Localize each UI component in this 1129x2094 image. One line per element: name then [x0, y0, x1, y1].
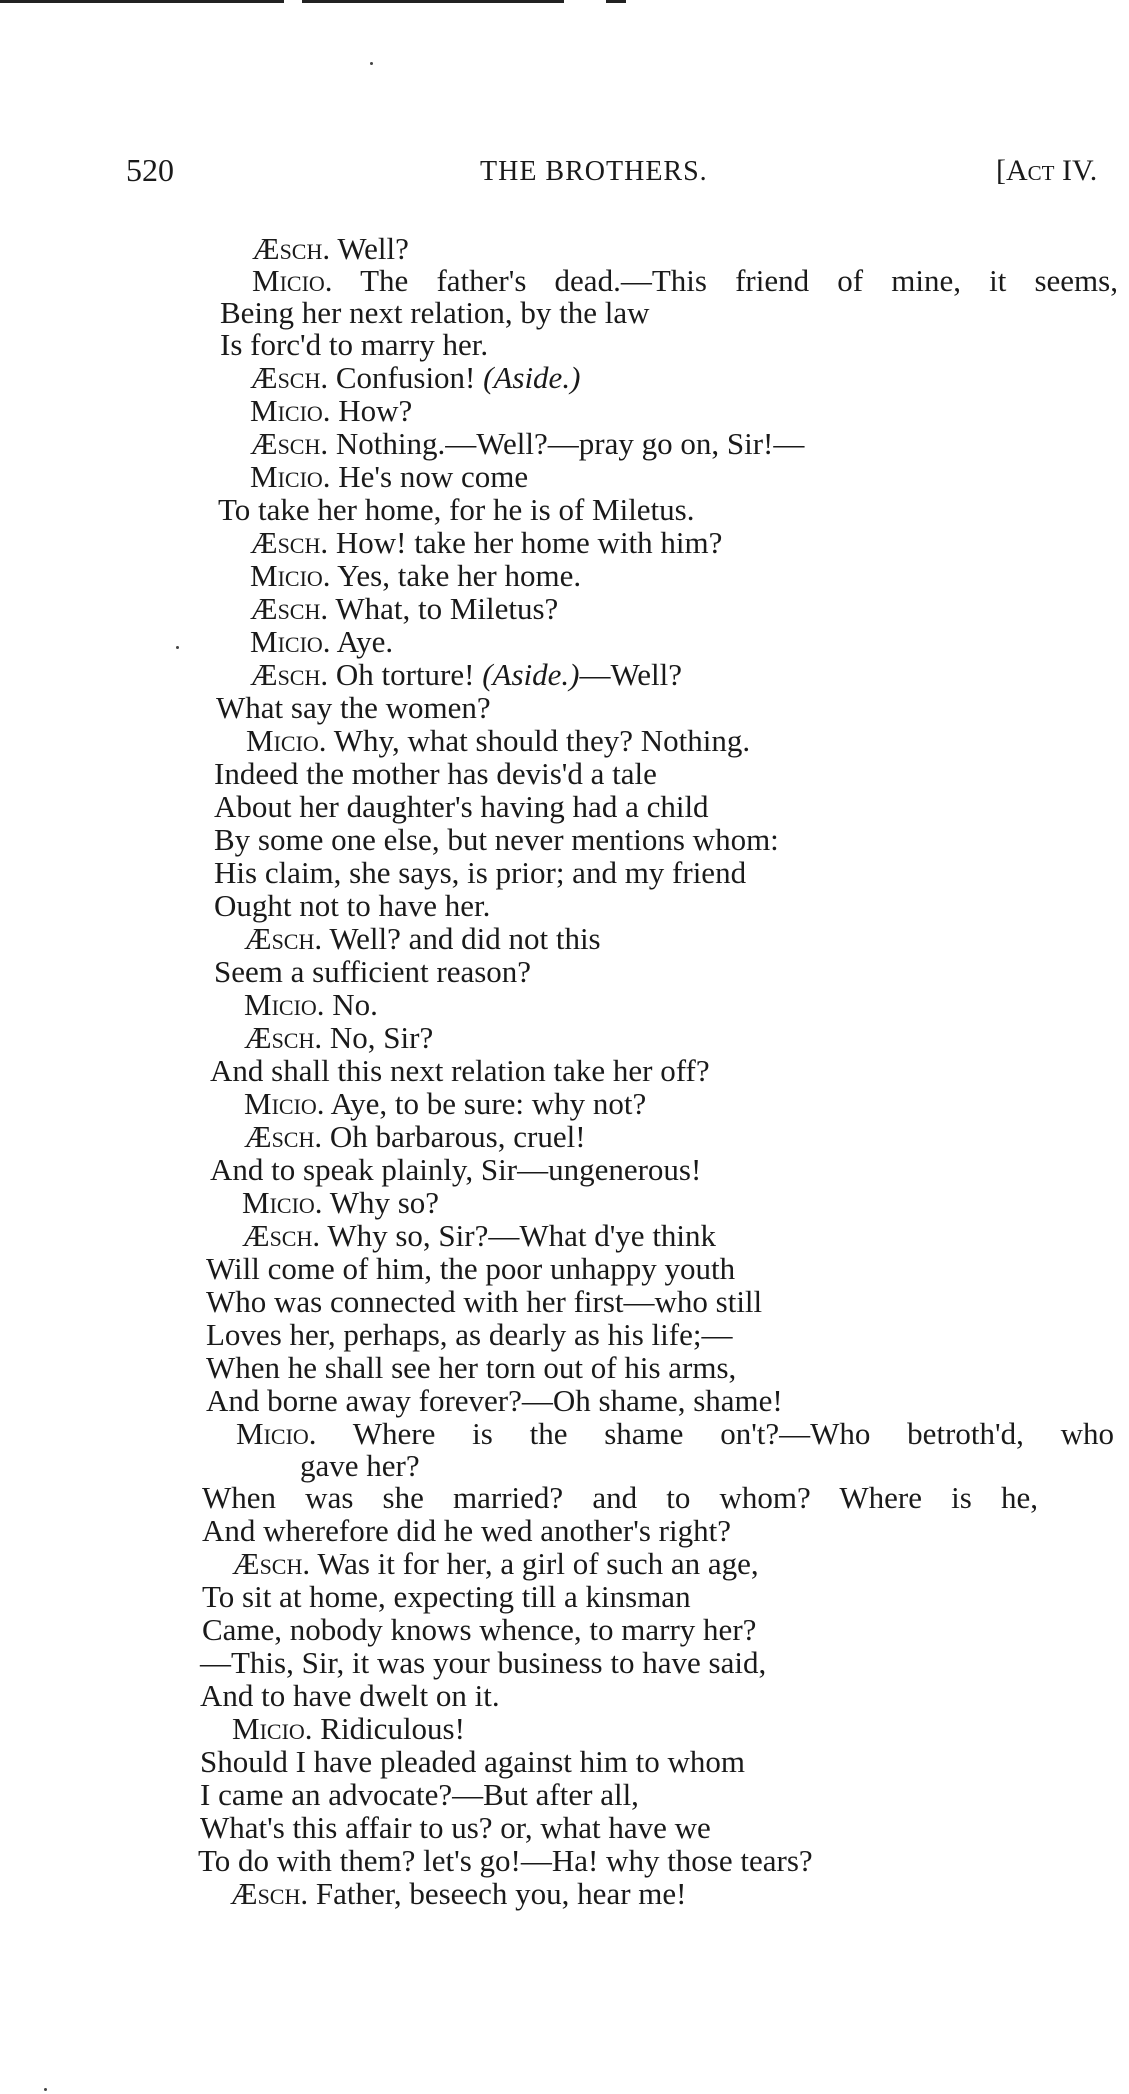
line-text: About her daughter's having had a child: [214, 789, 709, 824]
line-text: No, Sir?: [329, 1020, 434, 1055]
speaker-name: Æsch.: [250, 360, 329, 395]
verse-line: [230, 1877, 686, 1911]
speaker-name: Æsch.: [244, 1020, 323, 1055]
line-text: The father's dead.—This friend of mine, it seems,: [360, 263, 1118, 298]
verse-line: [244, 1087, 646, 1121]
line-text: Being her next relation, by the law: [220, 295, 650, 330]
speaker-name: Æsch.: [230, 1876, 309, 1911]
line-text: Why, what should they? Nothing.: [333, 723, 751, 758]
verse-line: [220, 296, 650, 330]
speaker-name: Æsch.: [244, 921, 323, 956]
line-text: Ridiculous!: [320, 1711, 465, 1746]
verse-line: [242, 1219, 716, 1253]
line-text: And shall this next relation take her off?: [210, 1053, 710, 1088]
line-text: —This, Sir, it was your business to have said,: [200, 1645, 767, 1680]
line-text: And wherefore did he wed another's right?: [202, 1513, 731, 1548]
verse-line: [210, 1153, 701, 1187]
top-rule: [606, 0, 626, 3]
line-text: What, to Miletus?: [335, 591, 559, 626]
verse-line: [232, 1547, 759, 1581]
verse-line: [250, 526, 722, 560]
verse-line: [214, 889, 490, 923]
running-title: THE BROTHERS.: [480, 156, 708, 187]
verse-line: [210, 1054, 710, 1088]
verse-line: [242, 1186, 439, 1220]
page-speck: [44, 2088, 47, 2091]
line-text: Nothing.—Well?—pray go on, Sir!—: [335, 426, 805, 461]
page-number: 520: [126, 152, 174, 188]
verse-line: [200, 1745, 745, 1779]
line-text: Will come of him, the poor unhappy youth: [206, 1251, 736, 1286]
speaker-name: Micio.: [250, 459, 331, 494]
line-text: Seem a sufficient reason?: [214, 954, 532, 989]
act-marker: [Act IV.: [996, 154, 1098, 187]
line-text: Loves her, perhaps, as dearly as his life;—: [206, 1317, 733, 1352]
verse-line: [250, 658, 682, 692]
verse-line: [214, 856, 746, 890]
verse-line: [250, 625, 393, 659]
verse-line: [214, 757, 657, 791]
verse-line: [232, 1712, 465, 1746]
line-text: Well? and did not this: [329, 921, 601, 956]
verse-line: [250, 427, 804, 461]
speaker-name: Micio.: [252, 263, 333, 298]
verse-line: [198, 1844, 813, 1878]
verse-line: [250, 361, 580, 395]
verse-line: [244, 1021, 433, 1055]
speaker-name: Micio.: [250, 393, 331, 428]
speaker-name: Micio.: [236, 1416, 317, 1451]
verse-line: [214, 955, 531, 989]
verse-line: [246, 724, 750, 758]
stage-direction: (Aside.): [483, 360, 581, 395]
line-text: Confusion!: [335, 360, 476, 395]
verse-line: [202, 1613, 756, 1647]
verse-line: [244, 988, 378, 1022]
verse-line: [244, 1120, 586, 1154]
speaker-name: Micio.: [244, 1086, 325, 1121]
verse-line: [216, 691, 491, 725]
speaker-name: Micio.: [250, 624, 331, 659]
line-text: Aye, to be sure: why not?: [330, 1086, 647, 1121]
top-rule: [302, 0, 564, 3]
line-text: What say the women?: [216, 690, 491, 725]
verse-line: [202, 1481, 1038, 1515]
line-text: Who was connected with her first—who still: [206, 1284, 763, 1319]
line-text: He's now come: [338, 459, 529, 494]
line-text: When was she married? and to whom? Where is he,: [202, 1480, 1038, 1515]
line-text: Why so, Sir?—What d'ye think: [327, 1218, 717, 1253]
verse-line: [202, 1514, 731, 1548]
line-text: Should I have pleaded against him to whom: [200, 1744, 745, 1779]
verse-line: [220, 328, 488, 362]
line-text: Is forc'd to marry her.: [220, 327, 489, 362]
verse-line: [214, 790, 709, 824]
line-text: No.: [332, 987, 378, 1022]
verse-line: [200, 1811, 711, 1845]
line-text: His claim, she says, is prior; and my friend: [214, 855, 747, 890]
speaker-name: Æsch.: [250, 525, 329, 560]
line-text: To take her home, for he is of Miletus.: [218, 492, 695, 527]
verse-line: [214, 823, 779, 857]
speaker-name: Micio.: [244, 987, 325, 1022]
stage-direction: (Aside.): [482, 657, 580, 692]
line-text: gave her?: [300, 1448, 420, 1483]
verse-line: [250, 559, 581, 593]
verse-line: [206, 1318, 732, 1352]
speaker-name: Æsch.: [250, 426, 329, 461]
line-text: Ought not to have her.: [214, 888, 491, 923]
line-text: To do with them? let's go!—Ha! why those tears?: [198, 1843, 813, 1878]
verse-line: [206, 1351, 736, 1385]
line-text: Came, nobody knows whence, to marry her?: [202, 1612, 757, 1647]
line-text: To sit at home, expecting till a kinsman: [202, 1579, 691, 1614]
verse-line: [244, 922, 601, 956]
line-text: And to have dwelt on it.: [200, 1678, 500, 1713]
verse-line: [300, 1449, 420, 1483]
line-text: And to speak plainly, Sir—ungenerous!: [210, 1152, 702, 1187]
line-text: Aye.: [336, 624, 394, 659]
line-text: Why so?: [329, 1185, 440, 1220]
line-text: I came an advocate?—But after all,: [200, 1777, 639, 1812]
verse-line: [250, 394, 412, 428]
verse-line: [252, 232, 409, 266]
line-text: Oh torture!: [335, 657, 475, 692]
line-text: Where is the shame on't?—Who betroth'd, who: [352, 1416, 1114, 1451]
line-text: How?: [338, 393, 413, 428]
speaker-name: Micio.: [242, 1185, 323, 1220]
verse-line: [202, 1580, 691, 1614]
line-text-continued: —Well?: [579, 657, 683, 692]
top-rule: [0, 0, 284, 3]
speaker-name: Micio.: [250, 558, 331, 593]
verse-line: [200, 1679, 500, 1713]
verse-line: [206, 1384, 783, 1418]
speaker-name: Micio.: [246, 723, 327, 758]
line-text: When he shall see her torn out of his arms,: [206, 1350, 737, 1385]
speaker-name: Æsch.: [252, 231, 331, 266]
verse-line: [206, 1285, 762, 1319]
line-text: Indeed the mother has devis'd a tale: [214, 756, 657, 791]
line-text: Well?: [337, 231, 409, 266]
speaker-name: Æsch.: [232, 1546, 311, 1581]
line-text: What's this affair to us? or, what have we: [200, 1810, 711, 1845]
line-text: Father, beseech you, hear me!: [315, 1876, 687, 1911]
line-text: By some one else, but never mentions whom:: [214, 822, 779, 857]
line-text: And borne away forever?—Oh shame, shame!: [206, 1383, 783, 1418]
verse-line: [200, 1778, 639, 1812]
verse-line: [250, 592, 558, 626]
verse-line: [250, 460, 528, 494]
page-speck: [176, 646, 179, 649]
verse-line: [218, 493, 695, 527]
line-text: Oh barbarous, cruel!: [329, 1119, 586, 1154]
line-text: Was it for her, a girl of such an age,: [317, 1546, 759, 1581]
page-speck: [370, 62, 373, 65]
page-header: [0, 152, 1129, 202]
verse-line: [200, 1646, 766, 1680]
verse-line: [236, 1417, 1114, 1451]
speaker-name: Æsch.: [250, 591, 329, 626]
line-text: Yes, take her home.: [337, 558, 582, 593]
verse-line: [206, 1252, 735, 1286]
verse-line: [252, 264, 1118, 298]
speaker-name: Æsch.: [242, 1218, 321, 1253]
speaker-name: Micio.: [232, 1711, 313, 1746]
speaker-name: Æsch.: [250, 657, 329, 692]
line-text: How! take her home with him?: [335, 525, 723, 560]
speaker-name: Æsch.: [244, 1119, 323, 1154]
